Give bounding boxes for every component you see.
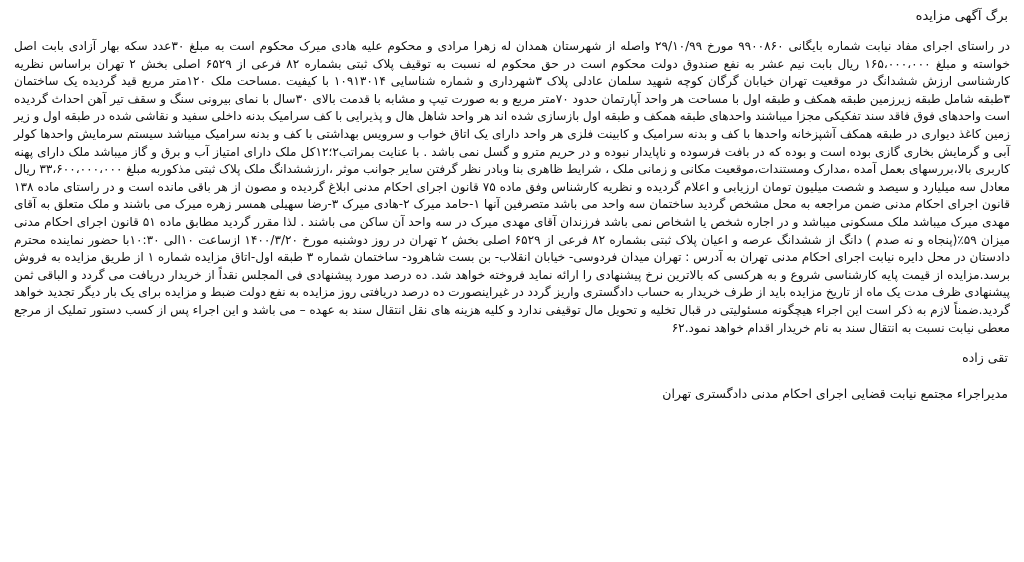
signature-block [14,349,1010,403]
signature-name: تقی زاده [962,350,1008,366]
notice-body: در راستای اجرای مفاد نیابت شماره بایگانی ۹۹۰۰۸۶۰ مورخ ۲۹/۱۰/۹۹ واصله از شهرستان همدان له زهرا مرادی و محکوم علیه هادی میرک محکوم است به مبلغ ۳۰عدد سکه بهار آزادی بابت اصل خواسته و مبلغ ۱۶۵،۰۰۰،۰۰۰ ریال بابت نیم عشر به نفع صندوق دولت محکوم است در حق محکوم له نسبت به توقیف پلاک ثبتی بشماره ۸۲ فرعی از ۶۵۲۹ اصلی بخش ۲ تهران براساس نظریه کارشناسی ارزش ششدانگ در موقعیت تهران خیابان گرگان کوچه شهید سلمان عادلی پلاک ۳شهرداری و شماره شناسایی ۱۰۹۱۳۰۱۴ با کیفیت .مساحت ملک ۱۲۰متر مربع قید گردیده یک ساختمان ۳طبقه شامل طبقه زیرزمین طبقه همکف و طبقه اول با مساحت هر واحد آپارتمان حدود ۷۰متر مربع و به صورت تیپ و مشابه با قدمت بالای ۳۰سال با نمای بیرونی سنگ و سقف تیر آهن احداث گردیده است واحدهای فوق فاقد سند تفکیکی مجزا میباشند واحدهای طبقه همکف و طبقه اول بازسازی شده اند هر واحد شاهل هال و پذیرایی با کف سرامیک بدنه داخلی سفید و نقاشی شده در طبقه اول و زیر زمین کاغذ دیواری در طبقه همکف آشپزخانه واحدها با کف و بدنه سرامیک و کابینت فلزی هر واحد دارای یک اتاق خواب و سرویس بهداشتی با کف و بدنه سرامیک میباشد سیستم سرمایش واحدها کولر آبی و گرمایش بخاری گازی بوده است و بوده که در بافت فرسوده و ناپایدار نبوده و در حریم مترو و گسل نمی باشد . با عنایت بمراتب۲؛۱۲کل ملک دارای امتیاز آب و برق و گاز میباشد ملک دارای پهنه کاربری بالا،بررسهای بعمل آمده ،مدارک ومستندات،موقعیت مکانی و زمانی ملک ، شرایط ظاهری بنا وبادر نظر گرفتن سایر جوانب موثر ،ارزششدانگ ملک پلاک ثبتی مذکوربه مبلغ ۳۳،۶۰۰،۰۰۰،۰۰۰ ریال معادل سه میلیارد و سیصد و شصت میلیون تومان ارزیابی و اعلام گردیده و نظریه کارشناس وفق ماده ۷۵ قانون اجرای احکام مدنی ابلاغ گردیده و مصون از هر باقی مانده است و در راستای ماده ۱۳۸ قانون اجرای احکام مدنی ضمن مراجعه به محل مشخص گردید ساختمان سه واحد می باشد متصرفین آنها ۱-حامد میرک ۲-هادی میرک ۳-رضا سهیلی همسر زهره میرک می باشند و ملک متعلق به آقای مهدی میرک میباشد ملک مسکونی میباشد و در اجاره شخص یا اشخاص نمی باشد فرزندان آقای مهدی میرک در سه واحد آن ساکن می باشند . لذا مقرر گردید مطابق ماده ۵۱ قانون اجرای احکام مدنی میزان ۵۹٪(پنجاه و نه صدم ) دانگ از ششدانگ عرصه و اعیان پلاک ثبتی بشماره ۸۲ فرعی از ۶۵۲۹ اصلی بخش ۲ تهران در روز دوشنبه مورخ ۱۴۰۰/۳/۲۰ ازساعت ۱۰الی ۱۰:۳۰با حضور نماینده محترم دادستان در محل دایره نیابت اجرای احکام مدنی تهران به آدرس : تهران میدان فردوسی- خیابان انقلاب- بن بست شاهرود- ساختمان شماره ۳ طبقه اول-اتاق مزایده شماره ۱ از طریق مزایده به فروش برسد.مزایده از قیمت پایه کارشناسی شروع و به هرکسی که بالاترین نرخ پیشنهادی را ارائه نماید فروخته خواهد شد. ده درصد مورد پیشنهادی فی المجلس نقداً از خریدار دریافت می گردد و الباقی ثمن پیشنهادی ظرف مدت یک ماه از تاریخ مزایده باید از طرف خریدار به حساب دادگستری واریز گردد در غیراینصورت ده درصد دریافتی روز مزایده به نفع دولت ضبط و مزایده برای یک بار دیگر تجدید خواهد گردید.ضمناً لازم به ذکر است این اجراء هیچگونه مسئولیتی در قبال تخلیه و تحویل مال توقیفی ندارد و کلیه هزینه های نقل انتقال سند به عهده – می باشد و این اجراء پس از کسب دستور تملیک از مرجع معطی نیابت نسبت به انتقال سند به نام خریدار اقدام خواهد نمود.۶۲ [14,39,1011,335]
notice-title: برگ آگهی مزایده [915,9,1008,24]
signature-role: مدیراجراء مجتمع نیابت قضایی اجرای احکام مدنی دادگستری تهران [662,386,1008,402]
